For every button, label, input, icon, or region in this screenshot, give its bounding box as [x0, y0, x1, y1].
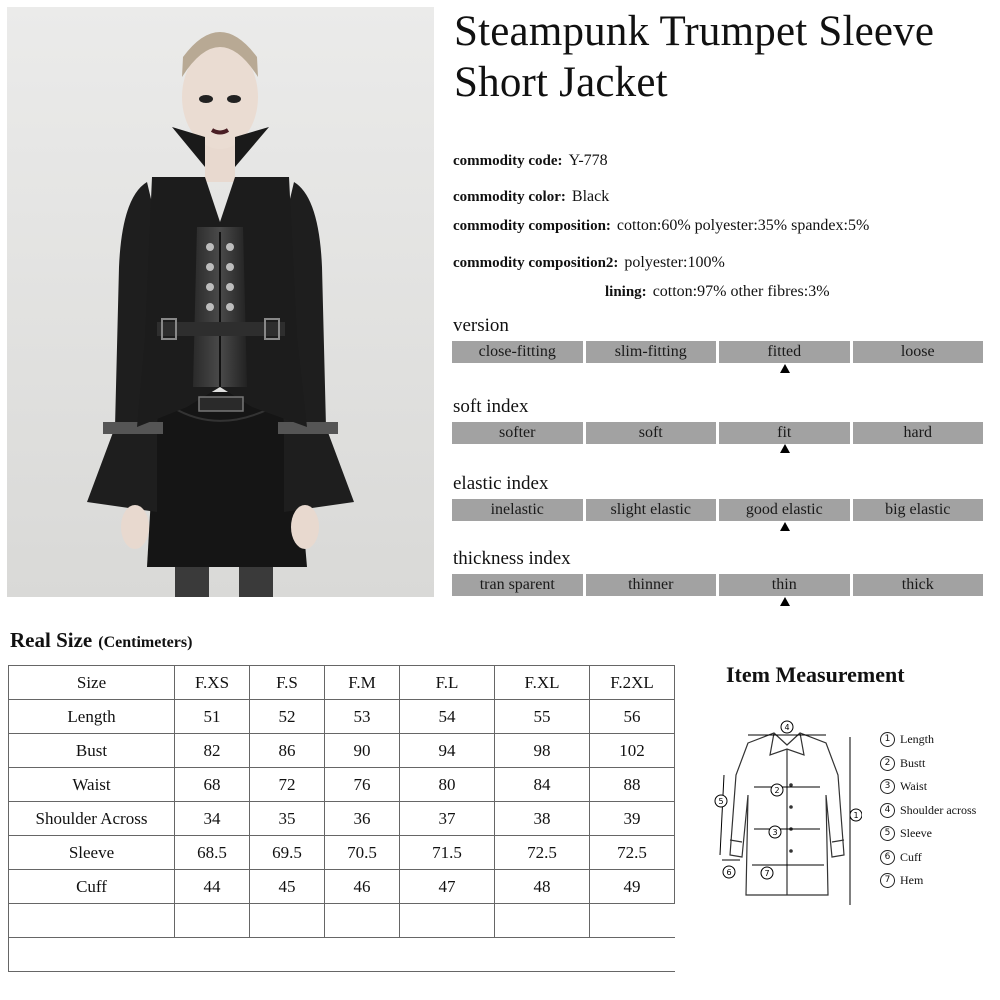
table-cell: 48 [495, 870, 590, 904]
table-cell: 72.5 [495, 836, 590, 870]
composition-value: cotton:60% polyester:35% spandex:5% [616, 217, 870, 234]
version-option: loose [853, 341, 984, 363]
product-title: Steampunk Trumpet Sleeve Short Jacket [454, 8, 935, 106]
table-cell: 72.5 [590, 836, 675, 870]
thickness-index-option: thin [719, 574, 850, 596]
legend-item [880, 846, 976, 870]
table-cell: Bust [9, 734, 175, 768]
legend-number: 4 [880, 803, 895, 818]
table-cell: 94 [400, 734, 495, 768]
thickness-index-marker [780, 597, 790, 606]
table-cell: 98 [495, 734, 590, 768]
svg-text:1: 1 [853, 811, 859, 820]
table-cell: 53 [325, 700, 400, 734]
elastic-index-marker [780, 522, 790, 531]
table-row [9, 700, 675, 734]
legend-item [880, 799, 976, 823]
version-option: fitted [719, 341, 850, 363]
jacket-measurement-diagram [712, 715, 862, 915]
measurement-legend [880, 728, 976, 893]
table-header-cell: F.S [250, 666, 325, 700]
empty-cell [590, 904, 675, 938]
svg-text:7: 7 [764, 869, 770, 878]
legend-number: 3 [880, 779, 895, 794]
svg-text:2: 2 [774, 786, 780, 795]
table-row-empty [9, 938, 675, 972]
color-label: commodity color: [453, 189, 566, 205]
empty-cell [175, 904, 250, 938]
table-cell: 47 [400, 870, 495, 904]
table-header-cell: F.XL [495, 666, 590, 700]
table-cell: Waist [9, 768, 175, 802]
table-row [9, 768, 675, 802]
size-table [8, 665, 675, 972]
version-title: version [453, 315, 509, 336]
empty-cell [325, 938, 400, 972]
commodity-composition [453, 217, 869, 235]
empty-cell [250, 938, 325, 972]
elastic-index-option: big elastic [853, 499, 984, 521]
thickness-index-option: tran sparent [452, 574, 583, 596]
table-cell: 71.5 [400, 836, 495, 870]
table-cell: 56 [590, 700, 675, 734]
empty-cell [325, 904, 400, 938]
empty-cell [175, 938, 250, 972]
legend-label: Waist [900, 779, 928, 793]
table-cell: 70.5 [325, 836, 400, 870]
lining [605, 283, 830, 301]
empty-cell [495, 904, 590, 938]
legend-label: Sleeve [900, 826, 932, 840]
legend-number: 7 [880, 873, 895, 888]
table-cell: 69.5 [250, 836, 325, 870]
table-cell: 86 [250, 734, 325, 768]
table-row-empty [9, 904, 675, 938]
table-cell: 84 [495, 768, 590, 802]
legend-item [880, 752, 976, 776]
composition2-label: commodity composition2: [453, 255, 619, 271]
soft-index-option: softer [452, 422, 583, 444]
table-cell: 76 [325, 768, 400, 802]
table-cell: 55 [495, 700, 590, 734]
table-row [9, 870, 675, 904]
table-cell: 46 [325, 870, 400, 904]
table-cell: 68.5 [175, 836, 250, 870]
soft-index-option: hard [853, 422, 984, 444]
empty-cell [400, 938, 495, 972]
table-header-cell: Size [9, 666, 175, 700]
table-cell: 34 [175, 802, 250, 836]
table-cell: 82 [175, 734, 250, 768]
table-cell: 80 [400, 768, 495, 802]
thickness-index-title: thickness index [453, 548, 571, 569]
version-row [452, 341, 983, 363]
empty-cell [9, 938, 175, 972]
table-header-cell: F.XS [175, 666, 250, 700]
table-cell: 39 [590, 802, 675, 836]
soft-index-marker [780, 444, 790, 453]
composition2-value: polyester:100% [624, 254, 725, 271]
soft-index-option: fit [719, 422, 850, 444]
legend-number: 2 [880, 756, 895, 771]
lining-label: lining: [605, 284, 647, 300]
composition-label: commodity composition: [453, 218, 611, 234]
legend-label: Length [900, 732, 934, 746]
model-illustration [7, 7, 434, 597]
table-cell: 90 [325, 734, 400, 768]
real-size-title [10, 628, 192, 653]
version-option: close-fitting [452, 341, 583, 363]
table-cell: 49 [590, 870, 675, 904]
empty-cell [400, 904, 495, 938]
legend-label: Hem [900, 873, 924, 887]
legend-item [880, 869, 976, 893]
table-cell: 72 [250, 768, 325, 802]
svg-text:6: 6 [726, 868, 732, 877]
thickness-index-option: thinner [586, 574, 717, 596]
item-measurement-title: Item Measurement [726, 662, 905, 687]
empty-cell [590, 938, 675, 972]
table-cell: 54 [400, 700, 495, 734]
legend-number: 6 [880, 850, 895, 865]
legend-item [880, 775, 976, 799]
table-cell: 68 [175, 768, 250, 802]
table-cell: 51 [175, 700, 250, 734]
legend-item [880, 728, 976, 752]
code-value: Y-778 [568, 152, 608, 169]
thickness-index-option: thick [853, 574, 984, 596]
product-photo [7, 7, 434, 597]
table-header-row [9, 666, 675, 700]
table-cell: 52 [250, 700, 325, 734]
legend-label: Cuff [900, 849, 922, 864]
table-cell: 44 [175, 870, 250, 904]
table-row [9, 836, 675, 870]
svg-text:4: 4 [784, 723, 790, 732]
svg-text:3: 3 [772, 828, 778, 837]
elastic-index-title: elastic index [453, 473, 549, 494]
empty-cell [9, 904, 175, 938]
elastic-index-option: inelastic [452, 499, 583, 521]
table-cell: 36 [325, 802, 400, 836]
legend-item [880, 822, 976, 846]
code-label: commodity code: [453, 153, 563, 169]
table-cell: 35 [250, 802, 325, 836]
table-cell: 38 [495, 802, 590, 836]
empty-cell [495, 938, 590, 972]
table-cell: Shoulder Across [9, 802, 175, 836]
color-value: Black [571, 188, 610, 205]
legend-number: 5 [880, 826, 895, 841]
table-cell: Length [9, 700, 175, 734]
legend-number: 1 [880, 732, 895, 747]
table-header-cell: F.M [325, 666, 400, 700]
empty-cell [250, 904, 325, 938]
table-header-cell: F.L [400, 666, 495, 700]
table-header-cell: F.2XL [590, 666, 675, 700]
soft-index-row [452, 422, 983, 444]
commodity-composition2 [453, 254, 725, 272]
table-cell: 37 [400, 802, 495, 836]
table-cell: 88 [590, 768, 675, 802]
commodity-code [453, 152, 608, 170]
table-cell: Sleeve [9, 836, 175, 870]
elastic-index-row [452, 499, 983, 521]
table-cell: 45 [250, 870, 325, 904]
legend-label: Shoulder across [900, 802, 977, 817]
commodity-color [453, 188, 609, 206]
version-marker [780, 364, 790, 373]
lining-value: cotton:97% other fibres:3% [652, 283, 830, 300]
table-cell: 102 [590, 734, 675, 768]
real-size-heading: Real Size [10, 628, 93, 652]
table-row [9, 734, 675, 768]
table-row [9, 802, 675, 836]
soft-index-option: soft [586, 422, 717, 444]
table-cell: Cuff [9, 870, 175, 904]
elastic-index-option: good elastic [719, 499, 850, 521]
version-option: slim-fitting [586, 341, 717, 363]
real-size-unit: (Centimeters) [98, 634, 193, 651]
elastic-index-option: slight elastic [586, 499, 717, 521]
svg-text:5: 5 [718, 797, 724, 806]
thickness-index-row [452, 574, 983, 596]
legend-label: Bustt [900, 755, 926, 770]
soft-index-title: soft index [453, 396, 529, 417]
